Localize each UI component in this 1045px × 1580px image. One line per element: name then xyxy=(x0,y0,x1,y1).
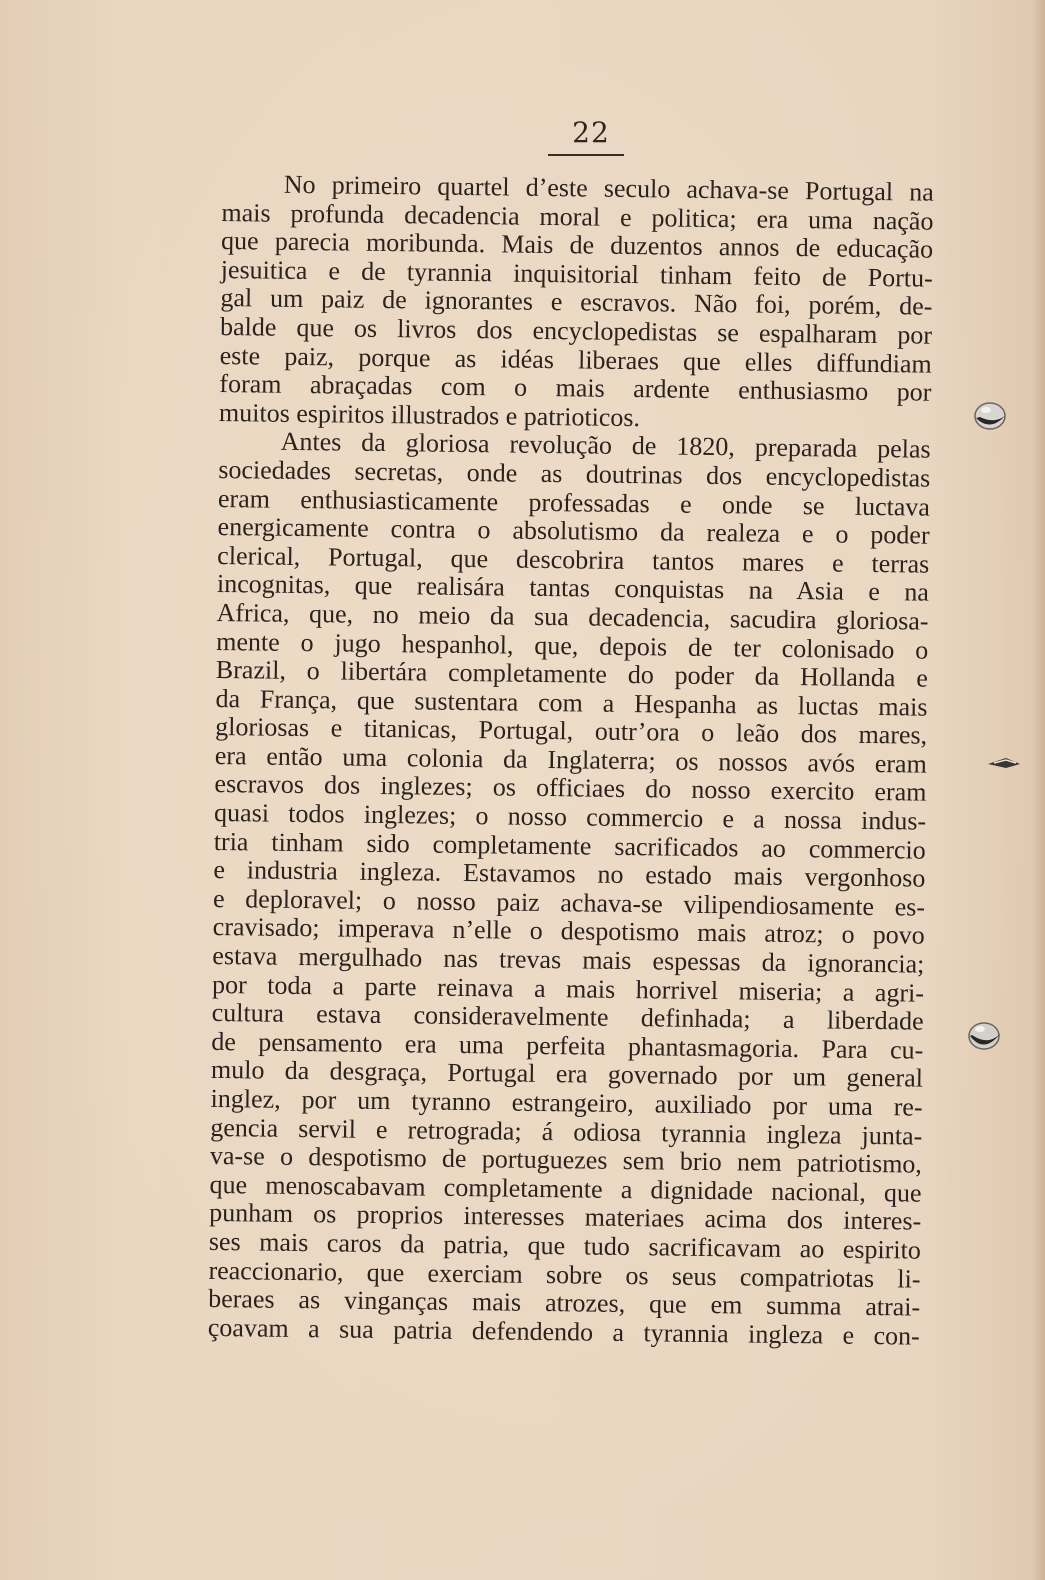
text-line: que menoscabavam completamente a dignidade nacional, que xyxy=(209,1169,922,1208)
text-line: foram abraçadas com o mais ardente enthusiasmo por xyxy=(219,369,932,407)
text-line: energicamente contra o absolutismo da realeza e o poder xyxy=(217,512,930,550)
text-line: gencia servil e retrograda; á odiosa tyrannia ingleza junta- xyxy=(210,1112,923,1151)
text-line: muitos espiritos illustrados e patrioticos. xyxy=(218,397,641,432)
text-line: incognitas, que realisára tantas conquistas na Asia e na xyxy=(216,569,930,607)
page-number: 22 xyxy=(572,116,610,149)
text-line: çoavam a sua patria defendendo a tyrannia ingleza e con- xyxy=(207,1312,920,1351)
text-line: mulo da desgraça, Portugal era governado por um general xyxy=(210,1055,924,1094)
paragraph-2 xyxy=(208,427,931,1351)
page-number-rule xyxy=(548,154,624,156)
text-line: Africa, que, no meio da sua decadencia, sacudira gloriosa- xyxy=(216,597,929,636)
text-line: e deploravel; o nosso paiz achava-se vilipendiosamente es- xyxy=(212,883,926,922)
body-text xyxy=(208,170,934,1351)
text-line: que parecia moribunda. Mais de duzentos annos de educação xyxy=(220,226,934,264)
text-line: mente o jugo hespanhol, que, depois de ter colonisado o xyxy=(216,626,929,665)
binding-clip-icon xyxy=(972,398,1010,432)
page-edge-shadow xyxy=(1031,0,1045,1580)
text-line: reaccionario, que exerciam sobre os seus compatriotas li- xyxy=(208,1255,921,1294)
paragraph-1 xyxy=(219,170,934,436)
text-line: punham os proprios interesses materiaes acima dos interes- xyxy=(209,1198,922,1236)
text-line: de pensamento era uma perfeita phantasmagoria. Para cu- xyxy=(211,1026,924,1065)
text-line: inglez, por um tyranno estrangeiro, auxiliado por uma re- xyxy=(210,1083,923,1122)
text-line: da França, que sustentara com a Hespanha as luctas mais xyxy=(215,683,928,722)
text-line: escravos dos inglezes; os officiaes do nosso exercito eram xyxy=(214,769,927,808)
text-line: gal um paiz de ignorantes e escravos. Não foi, porém, de- xyxy=(220,283,933,322)
text-line: clerical, Portugal, que descobrira tantos mares e terras xyxy=(217,540,930,579)
text-line: quasi todos inglezes; o nosso commercio e a nossa indus- xyxy=(213,798,927,836)
text-line: e industria ingleza. Estavamos no estado mais vergonhoso xyxy=(213,855,926,893)
text-line: Antes da gloriosa revolução de 1820, preparada pelas xyxy=(280,427,931,465)
text-line: tria tinham sido completamente sacrificados ao commercio xyxy=(213,826,926,865)
text-line: balde que os livros dos encyclopedistas se espalharam por xyxy=(219,311,933,350)
text-line: beraes as vinganças mais atrozes, que em summa atrai- xyxy=(208,1284,921,1322)
text-line: eram enthusiasticamente professadas e onde se luctava xyxy=(217,483,931,522)
text-line: por toda a parte reinava a mais horrivel miseria; a agri- xyxy=(211,969,925,1008)
text-line: sociedades secretas, onde as doutrinas dos encyclopedistas xyxy=(218,454,931,493)
text-line: estava mergulhado nas trevas mais espessas da ignorancia; xyxy=(212,940,925,979)
text-line: mais profunda decadencia moral e politica; era uma nação xyxy=(221,197,934,236)
text-line: Brazil, o libertára completamente do poder da Hollanda e xyxy=(215,655,929,693)
text-line: gloriosas e titanicas, Portugal, outr’ora o leão dos mares, xyxy=(215,712,928,750)
text-line: va-se o despotismo de portuguezes sem brio nem patriotismo, xyxy=(209,1141,923,1179)
binding-clip-icon xyxy=(966,1018,1004,1052)
text-line: este paiz, porque as idéas liberaes que elles diffundiam xyxy=(219,340,932,379)
text-line: No primeiro quartel d’este seculo achava-se Portugal na xyxy=(283,169,934,207)
text-line: cultura estava consideravelmente definhada; a liberdade xyxy=(211,998,924,1036)
text-line: jesuitica e de tyrannia inquisitorial tinham feito de Portu- xyxy=(220,254,933,293)
text-line: ses mais caros da patria, que tudo sacrificavam ao espirito xyxy=(208,1226,922,1265)
binding-clip-icon xyxy=(986,748,1024,782)
text-line: era então uma colonia da Inglaterra; os nossos avós eram xyxy=(214,740,927,779)
text-line: cravisado; imperava n’elle o despotismo mais atroz; o povo xyxy=(212,912,925,951)
